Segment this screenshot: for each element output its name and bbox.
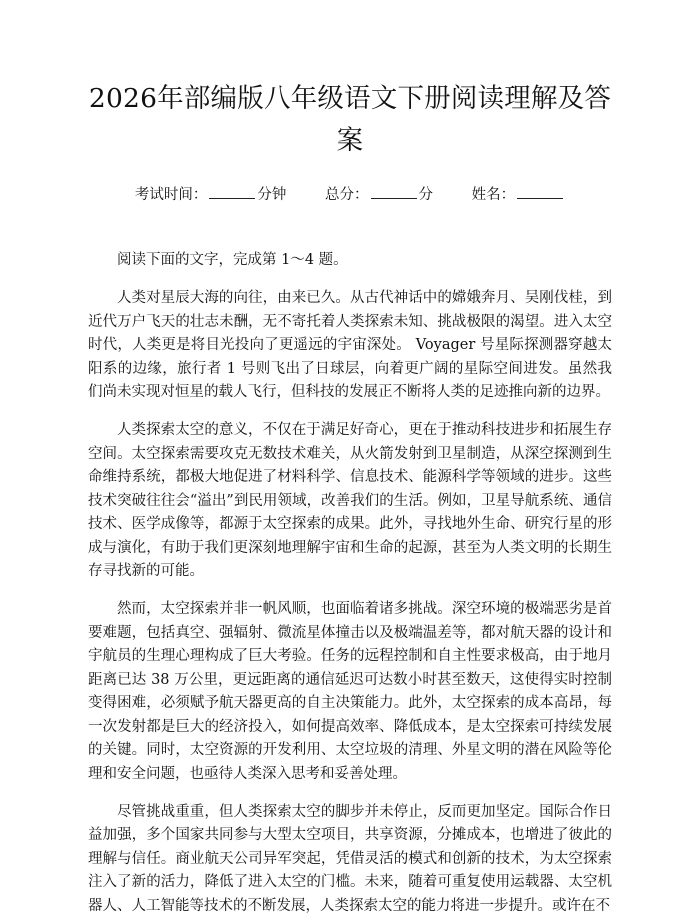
paragraph-4: 尽管挑战重重，但人类探索太空的脚步并未停止，反而更加坚定。国际合作日益加强，多个国家共同参与大型太空项目，共享资源，分摊成本，也增进了彼此的理解与信任。商业航天公司异军突起，凭借灵活的模式和创新的技术，为太空探索注入了新的活力，降低了进入太空的门槛。未来，随着可重复使用运载器、太空机器人、人工智能等技术的不断发展，人类探索太空的能力将进一步提升。或许在不 [88, 801, 612, 918]
score-blank [371, 184, 417, 199]
paragraph-1: 人类对星辰大海的向往，由来已久。从古代神话中的嫦娥奔月、吴刚伐桂，到近代万户飞天的壮志未酬，无不寄托着人类探索未知、挑战极限的渴望。进入太空时代，人类更是将目光投向了更遥远的宇宙深处。 Voyager 号星际探测器穿越太阳系的边缘，旅行者 1 号则飞出了日球层，向着更广阔的星际空间进发。虽然我们尚未实现对恒星的载人飞行，但科技的发展正不断将人类的足迹推向新的边界。 [88, 287, 612, 405]
score-label: 总分： [325, 187, 369, 203]
document-title: 2026年部编版八年级语文下册阅读理解及答案 [88, 78, 612, 162]
paragraph-2: 人类探索太空的意义，不仅在于满足好奇心，更在于推动科技进步和拓展生存空间。太空探索需要攻克无数技术难关，从火箭发射到卫星制造，从深空探测到生命维持系统，都极大地促进了材料科学、信息技术、能源科学等领域的进步。这些技术突破往往会“溢出”到民用领域，改善我们的生活。例如，卫星导航系统、通信技术、医学成像等，都源于太空探索的成果。此外，寻找地外生命、研究行星的形成与演化，有助于我们更深刻地理解宇宙和生命的起源，甚至为人类文明的长期生存寻找新的可能。 [88, 419, 612, 584]
score-unit: 分 [419, 187, 434, 203]
name-label: 姓名： [472, 187, 516, 203]
exam-time [135, 184, 287, 205]
exam-time-blank [209, 184, 255, 199]
exam-time-unit: 分钟 [257, 187, 286, 203]
exam-time-label: 考试时间： [135, 187, 208, 203]
reading-instruction: 阅读下面的文字，完成第 1～4 题。 [88, 249, 612, 273]
name-blank [517, 184, 563, 199]
paragraph-3: 然而，太空探索并非一帆风顺，也面临着诸多挑战。深空环境的极端恶劣是首要难题，包括真空、强辐射、微流星体撞击以及极端温差等，都对航天器的设计和宇航员的生理心理构成了巨大考验。任务的远程控制和自主性要求极高，由于地月距离已达 38 万公里，更远距离的通信延迟可达数小时甚至数天，这使得实时控制变得困难，必须赋予航天器更高的自主决策能力。此外，太空探索的成本高昂，每一次发射都是巨大的经济投入，如何提高效率、降低成本，是太空探索可持续发展的关键。同时，太空资源的开发利用、太空垃圾的清理、外星文明的潜在风险等伦理和安全问题，也亟待人类深入思考和妥善处理。 [88, 598, 612, 786]
exam-meta [88, 184, 612, 205]
student-name [472, 184, 566, 205]
total-score [325, 184, 433, 205]
